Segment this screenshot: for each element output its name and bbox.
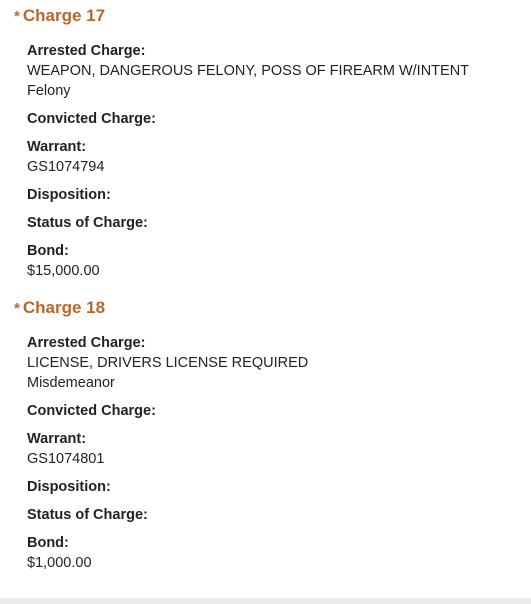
convicted-charge-label: Convicted Charge: xyxy=(27,111,156,127)
bond-label: Bond: xyxy=(27,535,69,551)
bond-value: $15,000.00 xyxy=(27,263,100,279)
arrested-charge-value: LICENSE, DRIVERS LICENSE REQUIRED xyxy=(27,355,309,371)
charge-header[interactable] xyxy=(14,6,105,26)
charge-title: Charge 17 xyxy=(22,6,106,25)
warrant-label: Warrant: xyxy=(27,139,87,155)
charge-title: Charge 18 xyxy=(22,298,106,317)
bond-value: $1,000.00 xyxy=(27,555,92,571)
charge-class-value: Felony xyxy=(27,83,71,99)
status-of-charge-label: Status of Charge: xyxy=(27,507,148,523)
arrested-charge-value: WEAPON, DANGEROUS FELONY, POSS OF FIREARM W/INTENT xyxy=(27,63,470,79)
asterisk-icon: * xyxy=(14,8,20,25)
bond-label: Bond: xyxy=(27,243,69,259)
arrested-charge-label: Arrested Charge: xyxy=(27,335,146,351)
status-of-charge-label: Status of Charge: xyxy=(27,215,148,231)
warrant-label: Warrant: xyxy=(27,431,87,447)
convicted-charge-label: Convicted Charge: xyxy=(27,403,156,419)
disposition-label: Disposition: xyxy=(27,479,111,495)
warrant-value: GS1074794 xyxy=(27,159,105,175)
disposition-label: Disposition: xyxy=(27,187,111,203)
bottom-divider xyxy=(0,598,531,604)
warrant-value: GS1074801 xyxy=(27,451,105,467)
arrested-charge-label: Arrested Charge: xyxy=(27,43,146,59)
asterisk-icon: * xyxy=(14,300,20,317)
charge-header[interactable] xyxy=(14,298,105,318)
charge-class-value: Misdemeanor xyxy=(27,375,115,391)
